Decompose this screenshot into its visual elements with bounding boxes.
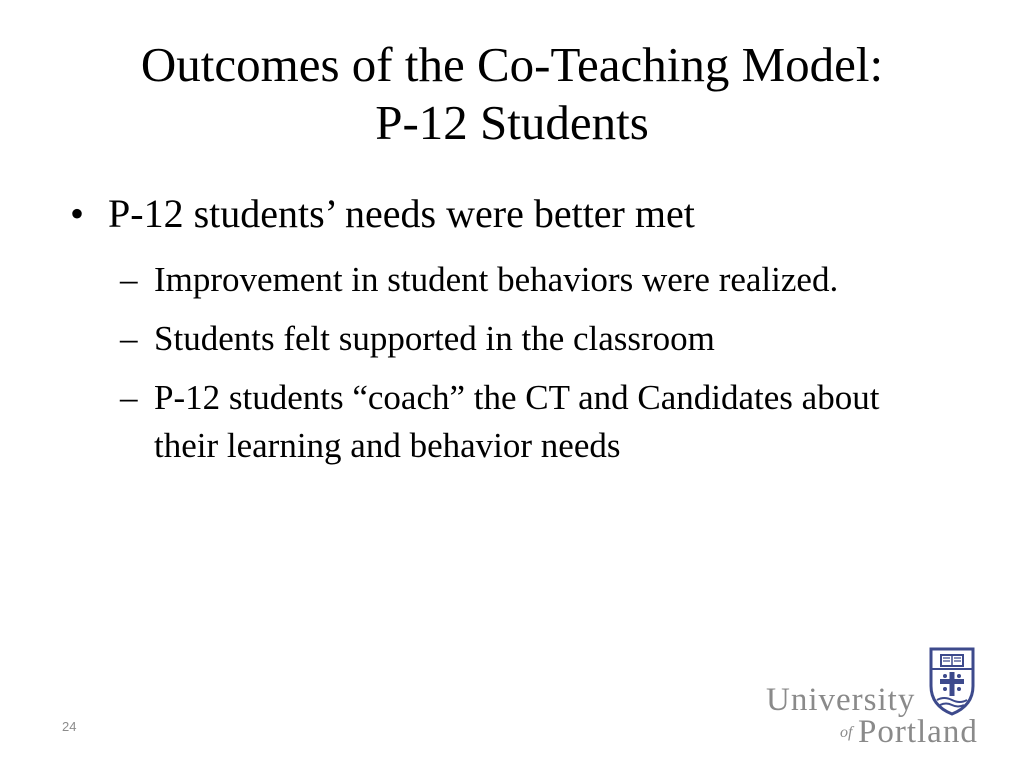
logo-word-of: of	[840, 724, 853, 741]
dash-marker: –	[120, 378, 138, 417]
slide-body	[70, 190, 950, 481]
bullet-level2	[120, 374, 914, 470]
slide-number: 24	[62, 719, 77, 734]
bullet-level2	[120, 256, 914, 304]
university-logo	[766, 644, 986, 748]
bullet-text: P-12 students’ needs were better met	[108, 191, 695, 236]
bullet-level1	[70, 190, 950, 238]
university-shield-icon	[928, 646, 976, 716]
slide-title-line-1: Outcomes of the Co-Teaching Model:	[140, 37, 884, 92]
slide-title	[40, 36, 984, 152]
logo-word-portland: Portland	[858, 714, 978, 750]
slide-title-line-2: P-12 Students	[375, 95, 649, 150]
sub-bullet-text: Students felt supported in the classroom	[154, 319, 715, 358]
sub-bullet-text: P-12 students “coach” the CT and Candidates about their learning and behavior needs	[154, 378, 880, 465]
sub-bullet-text: Improvement in student behaviors were realized.	[154, 260, 839, 299]
dash-marker: –	[120, 260, 138, 299]
logo-word-university: University	[766, 682, 916, 718]
dash-marker: –	[120, 319, 138, 358]
bullet-marker: •	[70, 191, 85, 236]
bullet-level2	[120, 315, 914, 363]
